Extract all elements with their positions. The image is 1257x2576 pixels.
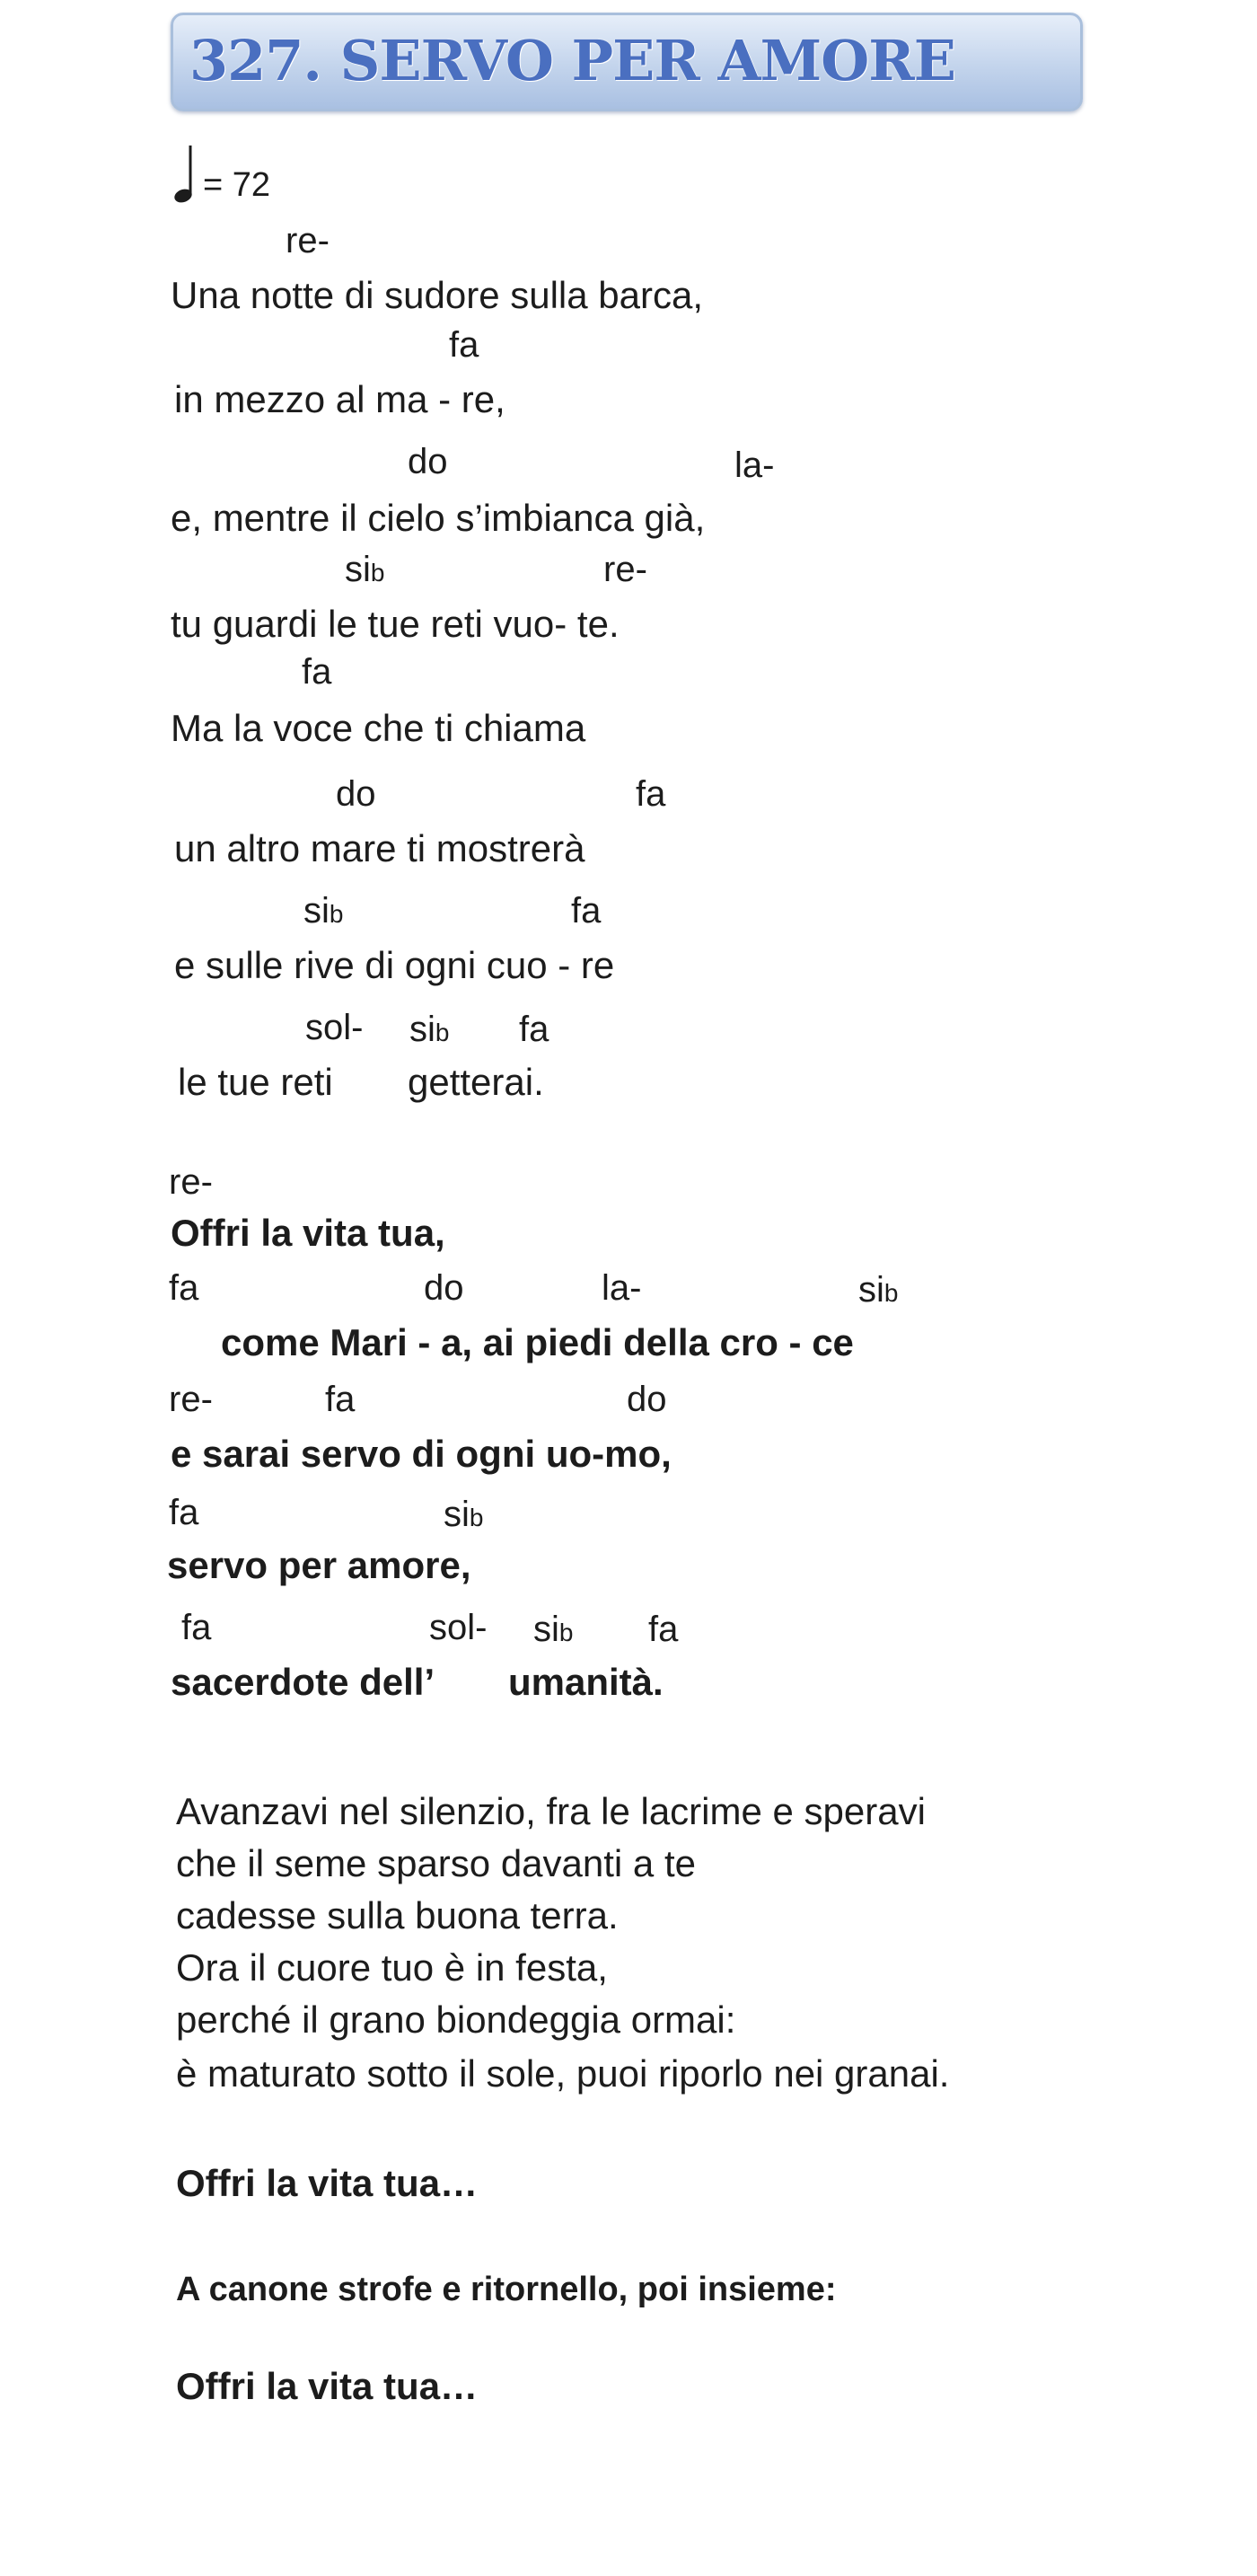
lyric-line: e, mentre il cielo s’imbianca già, xyxy=(171,497,706,539)
lyric-line: Avanzavi nel silenzio, fra le lacrime e speravi xyxy=(176,1790,926,1832)
chord: sib xyxy=(303,891,344,931)
lyric-line: tu guardi le tue reti vuo- te. xyxy=(171,603,620,645)
chord: re- xyxy=(286,221,330,260)
canon-instruction: A canone strofe e ritornello, poi insieme: xyxy=(176,2271,837,2308)
tempo-value: = 72 xyxy=(203,166,271,204)
quarter-note-icon xyxy=(172,144,196,205)
refrain-line: e sarai servo di ogni uo-mo, xyxy=(171,1433,672,1475)
lyric-line: un altro mare ti mostrerà xyxy=(174,827,585,869)
lyric-line: è maturato sotto il sole, puoi riporlo nei granai. xyxy=(176,2052,950,2095)
lyric-line: perché il grano biondeggia ormai: xyxy=(176,1998,736,2041)
lyric-line: che il seme sparso davanti a te xyxy=(176,1842,696,1884)
chord: la- xyxy=(602,1268,642,1308)
chord: sol- xyxy=(429,1608,488,1647)
chord: fa xyxy=(636,774,666,814)
refrain-reference: Offri la vita tua… xyxy=(176,2162,479,2204)
chord: fa xyxy=(449,325,479,365)
chord: do xyxy=(408,442,448,481)
chord: sol- xyxy=(305,1008,364,1047)
chord: fa xyxy=(169,1268,199,1308)
lyric-line: getterai. xyxy=(408,1061,544,1103)
chord: fa xyxy=(302,652,332,692)
chord: do xyxy=(627,1380,667,1419)
lyric-line: le tue reti xyxy=(178,1061,333,1103)
refrain-line: sacerdote dell’ xyxy=(171,1661,435,1703)
lyric-line: Ora il cuore tuo è in festa, xyxy=(176,1946,608,1989)
refrain-line: Offri la vita tua, xyxy=(171,1212,445,1254)
chord: fa xyxy=(648,1610,679,1649)
tempo-marking xyxy=(172,144,270,205)
chord: sib xyxy=(533,1610,574,1649)
lyric-line: Una notte di sudore sulla barca, xyxy=(171,274,704,316)
chord: do xyxy=(336,774,376,814)
refrain-line: servo per amore, xyxy=(167,1544,471,1586)
chord: re- xyxy=(603,550,647,589)
chord: re- xyxy=(169,1380,213,1419)
title-banner xyxy=(171,13,1083,111)
chord: fa xyxy=(325,1380,356,1419)
refrain-reference: Offri la vita tua… xyxy=(176,2365,479,2407)
chord: fa xyxy=(571,891,602,931)
chord: fa xyxy=(519,1010,549,1049)
chord: sib xyxy=(345,550,385,589)
chord: do xyxy=(424,1268,464,1308)
song-title: 327. SERVO PER AMORE xyxy=(189,28,956,93)
lyric-line: cadesse sulla buona terra. xyxy=(176,1894,619,1936)
chord: fa xyxy=(169,1493,199,1532)
lyric-line: Ma la voce che ti chiama xyxy=(171,707,586,749)
chord: la- xyxy=(734,446,775,485)
refrain-line: umanità. xyxy=(508,1661,664,1703)
chord: sib xyxy=(858,1270,899,1310)
refrain-line: come Mari - a, ai piedi della cro - ce xyxy=(221,1321,854,1363)
chord: sib xyxy=(444,1495,484,1534)
lyric-line: e sulle rive di ogni cuo - re xyxy=(174,944,615,986)
chord: fa xyxy=(181,1608,212,1647)
lyric-line: in mezzo al ma - re, xyxy=(174,378,505,420)
chord: sib xyxy=(409,1010,450,1049)
chord: re- xyxy=(169,1162,213,1202)
